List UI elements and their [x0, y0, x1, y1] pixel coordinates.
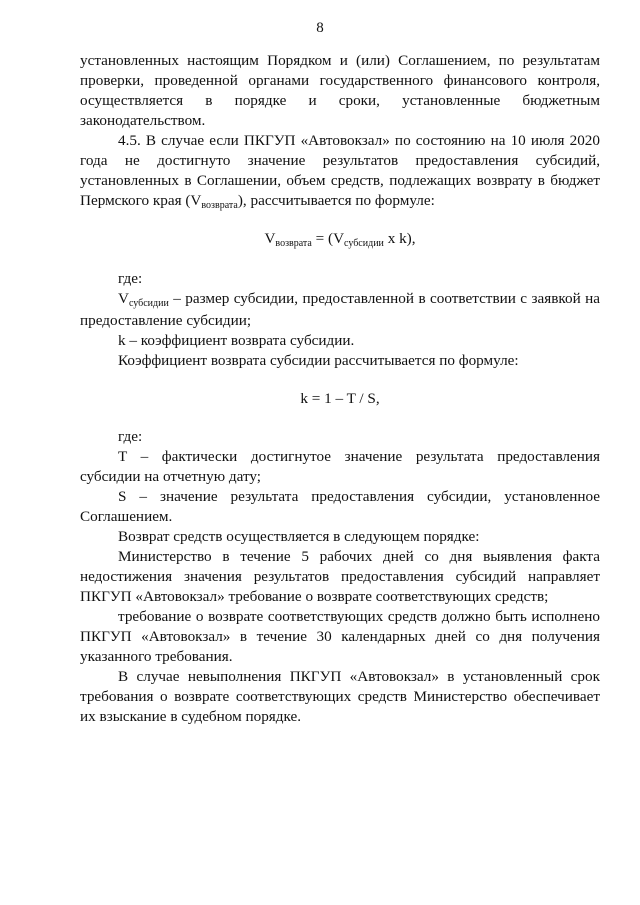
formula-v: V — [264, 230, 276, 247]
formula-tail: x k), — [383, 230, 416, 247]
return-order-intro: Возврат средств осуществляется в следующем порядке: — [118, 528, 480, 545]
where-label-2: где: — [118, 428, 143, 445]
paragraph-non-fulfillment: В случае невыполнения ПКГУП «Автовокзал» в установленный срок требования о возврате соответствующих средств Министерство обеспечивает их взыскание в судебном порядке. — [80, 668, 600, 725]
document-body — [80, 51, 600, 727]
subscript-vozvrata: возврата — [201, 200, 238, 211]
formula-v-vozvrata — [80, 229, 600, 251]
formula-subsidy-subscript: субсидии — [344, 238, 384, 249]
page-number: 8 — [316, 20, 324, 36]
paragraph-4-5 — [80, 131, 600, 213]
coefficient-intro: Коэффициент возврата субсидии рассчитывается по формуле: — [118, 352, 519, 369]
formula-k: k = 1 – T / S, — [300, 390, 380, 407]
definition-s: S – значение результата предоставления субсидии, установленное Соглашением. — [80, 488, 600, 525]
paragraph-continuation: установленных настоящим Порядком и (или) Соглашением, по результатам проверки, проведенной органами государственного финансового контроля, осуществляется в порядке и сроки, установленные бюджетным законодательством. — [80, 52, 600, 129]
definition-v-symbol: V — [118, 290, 129, 307]
definition-v-text: – размер субсидии, предоставленной в соответствии с заявкой на предоставление субсидии; — [80, 290, 600, 329]
formula-v-subscript: возврата — [275, 238, 312, 249]
definition-k: k – коэффициент возврата субсидии. — [118, 332, 355, 349]
paragraph-ministry-5-days: Министерство в течение 5 рабочих дней со дня выявления факта недостижения значения результатов предоставления субсидий направляет ПКГУП «Автовокзал» требование о возврате соответствующих средств; — [80, 548, 600, 605]
paragraph-4-5-tail: ), рассчитывается по формуле: — [237, 192, 435, 209]
formula-equals: = (V — [311, 230, 345, 247]
paragraph-4-5-text: 4.5. В случае если ПКГУП «Автовокзал» по состоянию на 10 июля 2020 года не достигнуто значение результатов предоставления субсидий, установленных в Соглашении, объем средств, подлежащих возврату в бюджет Пермского края (V — [80, 132, 600, 209]
paragraph-requirement-30-days: требование о возврате соответствующих средств должно быть исполнено ПКГУП «Автовокзал» в течение 30 календарных дней со дня получения указанного требования. — [80, 608, 600, 665]
definition-t: T – фактически достигнутое значение результата предоставления субсидии на отчетную дату; — [80, 448, 600, 485]
where-label-1: где: — [118, 270, 143, 287]
definition-v-subscript: субсидии — [128, 298, 169, 309]
definition-v-subsidy — [80, 289, 600, 331]
